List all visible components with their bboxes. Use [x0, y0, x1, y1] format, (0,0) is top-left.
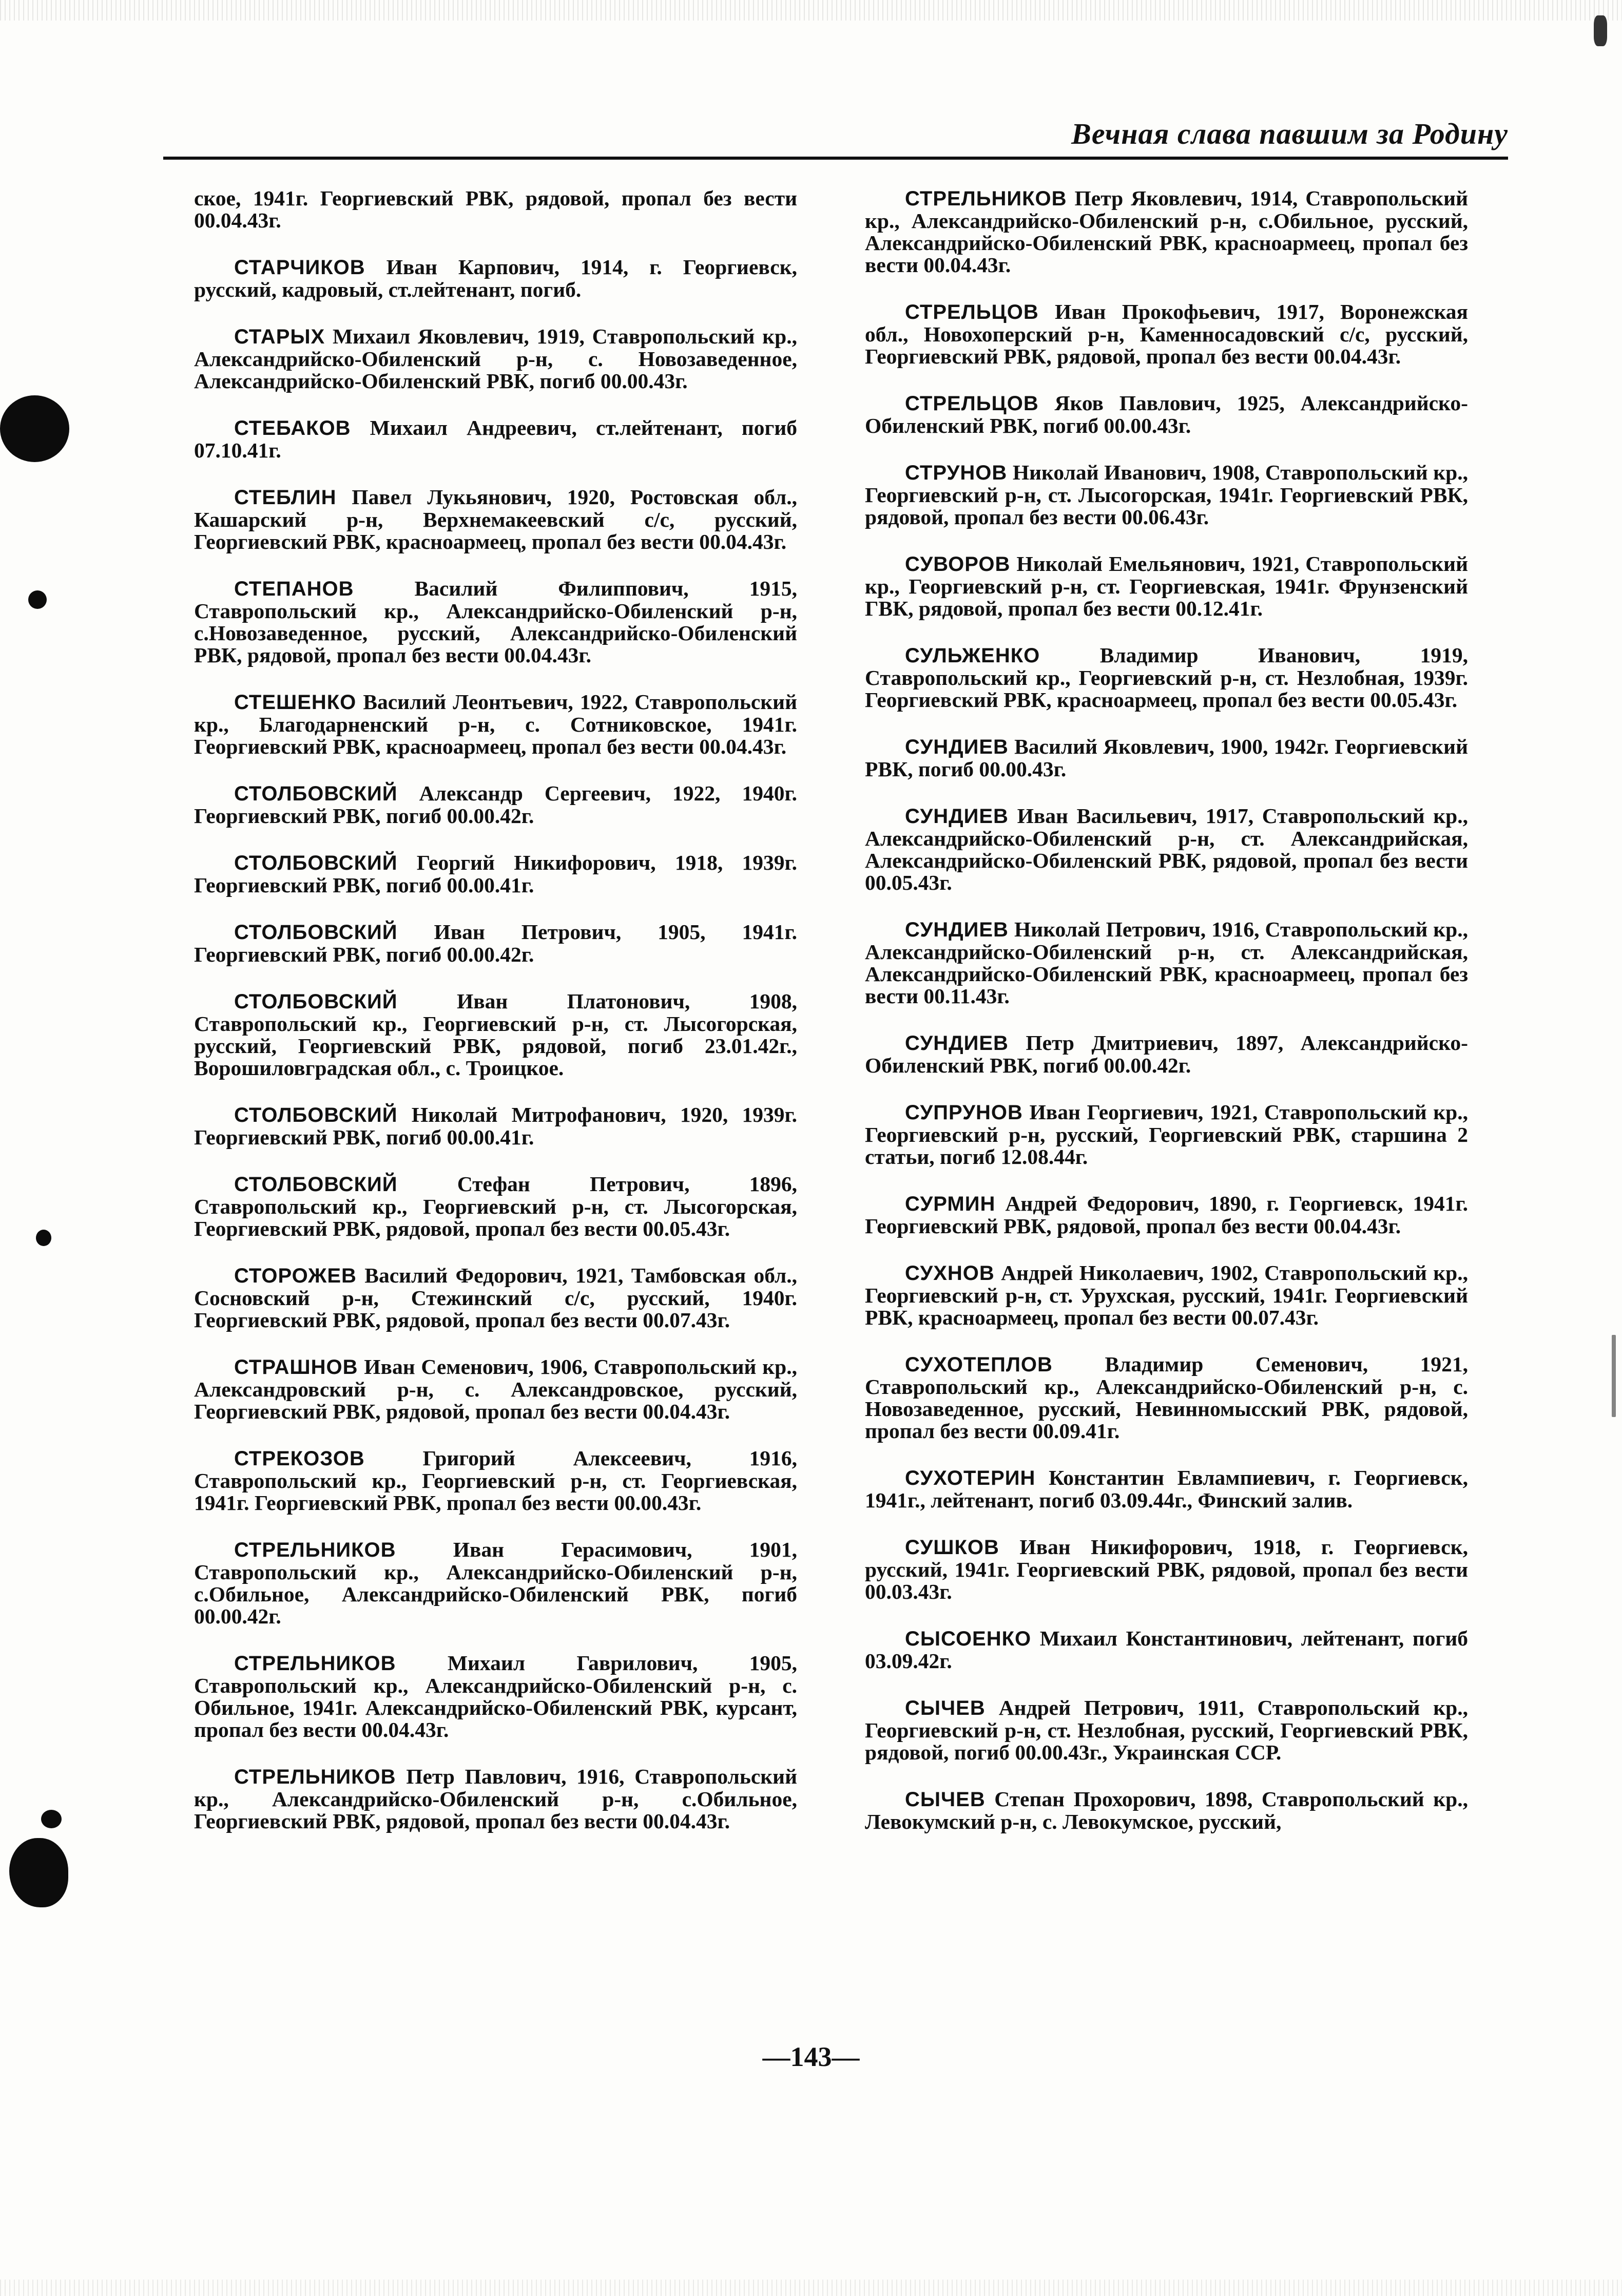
running-head	[163, 116, 1508, 160]
ink-blot	[9, 1838, 68, 1907]
memorial-entry	[194, 417, 797, 462]
entry-details: Николай Иванович, 1908, Ставропольский кр., Георгиевский р-н, ст. Лысогорская, 1941г. Георгиевский РВК, рядовой, пропал без вести 00.06.43г.	[865, 461, 1468, 529]
left-column	[194, 187, 797, 1857]
entry-surname: СТОЛБОВСКИЙ	[234, 1104, 398, 1126]
entry-surname: СТРУНОВ	[905, 462, 1008, 484]
entry-surname: СТЕБЛИН	[234, 486, 337, 509]
memorial-entry	[194, 256, 797, 301]
entry-surname: СТРЕКОЗОВ	[234, 1447, 365, 1470]
memorial-entry	[865, 1101, 1468, 1168]
entry-surname: СТРЕЛЬНИКОВ	[234, 1539, 396, 1561]
entry-details: Иван Никифорович, 1918, г. Георгиевск, русский, 1941г. Георгиевский РВК, рядовой, пропал без вести 00.03.43г.	[865, 1535, 1469, 1603]
entry-surname: СТРАШНОВ	[234, 1356, 358, 1379]
page-number: —143—	[762, 2041, 860, 2072]
memorial-entry	[865, 301, 1468, 368]
entry-details: Павел Лукьянович, 1920, Ростовская обл., Кашарский р-н, Верхнемакеевский с/с, русский, Георгиевский РВК, красноармеец, пропал без вести 00.04.43г.	[194, 485, 798, 553]
memorial-entry	[194, 1766, 797, 1832]
entry-surname: СУРМИН	[905, 1193, 996, 1215]
speck	[1612, 1335, 1616, 1417]
entry-surname: СТРЕЛЬНИКОВ	[234, 1652, 396, 1675]
entry-surname: СЫСОЕНКО	[905, 1628, 1032, 1650]
memorial-entry	[865, 1262, 1468, 1329]
entry-details: Петр Дмитриевич, 1897, Александрийско-Обиленский РВК, погиб 00.00.42г.	[865, 1031, 1468, 1077]
memorial-entry	[194, 1652, 797, 1741]
memorial-entry	[865, 1788, 1468, 1833]
memorial-entry	[865, 1032, 1468, 1077]
entry-surname: СТАРЫХ	[234, 326, 325, 348]
ink-blot	[41, 1810, 62, 1828]
entry-surname: СТОРОЖЕВ	[234, 1265, 357, 1287]
memorial-entry	[194, 852, 797, 896]
entry-details: Григорий Алексеевич, 1916, Ставропольский кр., Георгиевский р-н, ст. Георгиевская, 1941г. Георгиевский РВК, пропал без вести 00.00.43г.	[194, 1446, 797, 1515]
entry-surname: СУХНОВ	[905, 1262, 995, 1285]
entry-surname: СТОЛБОВСКИЙ	[234, 782, 398, 805]
right-column	[865, 187, 1468, 1858]
entry-details: Иван Прокофьевич, 1917, Воронежская обл., Новохоперский р-н, Каменносадовский с/с, русский, Георгиевский РВК, рядовой, пропал без вести 00.04.43г.	[865, 300, 1468, 368]
entry-surname: СУВОРОВ	[905, 553, 1011, 576]
memorial-entry	[194, 326, 797, 392]
memorial-entry	[194, 187, 797, 232]
entry-details: Николай Митрофанович, 1920, 1939г. Георгиевский РВК, погиб 00.00.41г.	[194, 1103, 797, 1149]
entry-details: Иван Георгиевич, 1921, Ставропольский кр., Георгиевский р-н, русский, Георгиевский РВК, старшина 2 статьи, погиб 12.08.44г.	[865, 1100, 1468, 1169]
entry-surname: СТРЕЛЬЦОВ	[905, 301, 1039, 323]
entry-surname: СУХОТЕПЛОВ	[905, 1353, 1053, 1376]
entry-details: Константин Евлампиевич, г. Георгиевск, 1941г., лейтенант, погиб 03.09.44г., Финский залив.	[865, 1466, 1469, 1512]
memorial-entry	[865, 1697, 1468, 1764]
running-head-title: Вечная слава павшим за Родину	[1071, 117, 1508, 150]
entry-surname: СУНДИЕВ	[905, 805, 1009, 828]
entry-surname: СТОЛБОВСКИЙ	[234, 852, 398, 874]
top-edge-noise	[0, 0, 1622, 21]
entry-surname: СЫЧЕВ	[905, 1697, 986, 1719]
entry-details: Степан Прохорович, 1898, Ставропольский кр., Левокумский р-н, с. Левокумское, русский,	[865, 1787, 1468, 1833]
memorial-entry	[865, 1467, 1468, 1511]
entry-details: Михаил Константинович, лейтенант, погиб 03.09.42г.	[865, 1627, 1468, 1673]
memorial-entry	[865, 1193, 1468, 1237]
memorial-entry	[865, 919, 1468, 1007]
entry-surname: СТРЕЛЬНИКОВ	[234, 1766, 396, 1788]
entry-surname: СТРЕЛЬЦОВ	[905, 392, 1039, 415]
memorial-entry	[194, 1104, 797, 1149]
entry-details: Стефан Петрович, 1896, Ставропольский кр., Георгиевский р-н, ст. Лысогорская, Георгиевский РВК, рядовой, пропал без вести 00.05.43г.	[194, 1172, 797, 1240]
memorial-entry	[194, 782, 797, 827]
memorial-entry	[865, 1353, 1468, 1442]
entry-details: Андрей Федорович, 1890, г. Георгиевск, 1941г. Георгиевский РВК, рядовой, пропал без вести 00.04.43г.	[865, 1192, 1468, 1238]
entry-surname: СТЕПАНОВ	[234, 578, 354, 600]
entry-surname: СТОЛБОВСКИЙ	[234, 990, 398, 1013]
memorial-entry	[865, 736, 1468, 780]
memorial-entry	[194, 990, 797, 1079]
entry-surname: СУХОТЕРИН	[905, 1467, 1036, 1489]
entry-surname: СТРЕЛЬНИКОВ	[905, 187, 1067, 210]
memorial-entry	[194, 1173, 797, 1240]
entry-surname: СЫЧЕВ	[905, 1788, 986, 1811]
memorial-entry	[194, 921, 797, 966]
memorial-entry	[865, 644, 1468, 711]
memorial-entry	[194, 691, 797, 758]
entry-surname: СУПРУНОВ	[905, 1101, 1023, 1124]
entry-surname: СУЛЬЖЕНКО	[905, 644, 1040, 667]
entry-details: Василий Яковлевич, 1900, 1942г. Георгиевский РВК, погиб 00.00.43г.	[865, 735, 1469, 781]
entry-surname: СТЕБАКОВ	[234, 417, 351, 439]
ink-blot	[0, 395, 69, 462]
entry-details: Иван Герасимович, 1901, Ставропольский кр., Александрийско-Обиленский р-н, с.Обильное, Александрийско-Обиленский РВК, погиб 00.00.42г.	[194, 1538, 798, 1628]
entry-details: Василий Филиппович, 1915, Ставропольский кр., Александрийско-Обиленский р-н, с.Новозаведенное, русский, Александрийско-Обиленский РВК, рядовой, пропал без вести 00.04.43г.	[194, 577, 798, 667]
entry-details: Иван Платонович, 1908, Ставропольский кр., Георгиевский р-н, ст. Лысогорская, русский, Георгиевский РВК, рядовой, погиб 23.01.42г., Ворошиловградская обл., с. Троицкое.	[194, 989, 797, 1080]
entry-details: Иван Васильевич, 1917, Ставропольский кр., Александрийско-Обиленский р-н, ст. Александрийская, Александрийско-Обиленский РВК, рядовой, пропал без вести 00.05.43г.	[865, 804, 1468, 894]
entry-details: Петр Павлович, 1916, Ставропольский кр., Александрийско-Обиленский р-н, с.Обильное, Георгиевский РВК, рядовой, пропал без вести 00.04.43г.	[194, 1765, 797, 1833]
memorial-entry	[194, 578, 797, 666]
entry-details: ское, 1941г. Георгиевский РВК, рядовой, пропал без вести 00.04.43г.	[194, 186, 797, 232]
memorial-entry	[865, 1628, 1468, 1672]
entry-surname: СУНДИЕВ	[905, 919, 1009, 941]
memorial-entry	[194, 1539, 797, 1628]
entry-details: Яков Павлович, 1925, Александрийско-Обиленский РВК, погиб 00.00.43г.	[865, 391, 1468, 437]
memorial-entry	[194, 1447, 797, 1514]
entry-details: Александр Сергеевич, 1922, 1940г. Георгиевский РВК, погиб 00.00.42г.	[194, 781, 798, 828]
entry-details: Иван Петрович, 1905, 1941г. Георгиевский РВК, погиб 00.00.42г.	[194, 920, 797, 966]
memorial-entry	[194, 486, 797, 553]
entry-surname: СУШКОВ	[905, 1536, 999, 1559]
entry-details: Михаил Гаврилович, 1905, Ставропольский кр., Александрийско-Обиленский р-н, с. Обильное, 1941г. Александрийско-Обиленский РВК, курсант, пропал без вести 00.04.43г.	[194, 1651, 797, 1742]
entry-surname: СТОЛБОВСКИЙ	[234, 1173, 398, 1196]
memorial-entry	[194, 1265, 797, 1331]
memorial-entry	[865, 1536, 1468, 1603]
memorial-entry	[865, 392, 1468, 437]
entry-details: Андрей Николаевич, 1902, Ставропольский кр., Георгиевский р-н, ст. Урухская, русский, 1941г. Георгиевский РВК, красноармеец, пропал без вести 00.07.43г.	[865, 1261, 1468, 1329]
entry-surname: СУНДИЕВ	[905, 736, 1009, 758]
entry-details: Петр Яковлевич, 1914, Ставропольский кр., Александрийско-Обиленский р-н, с.Обильное, русский, Александрийско-Обиленский РВК, красноармеец, пропал без вести 00.04.43г.	[865, 186, 1468, 277]
memorial-entry	[865, 462, 1468, 528]
memorial-entry	[865, 187, 1468, 276]
ink-blot	[36, 1230, 51, 1246]
entry-details: Николай Петрович, 1916, Ставропольский кр., Александрийско-Обиленский р-н, ст. Александрийская, Александрийско-Обиленский РВК, красноармеец, пропал без вести 00.11.43г.	[865, 917, 1468, 1008]
entry-surname: СТАРЧИКОВ	[234, 256, 365, 279]
memorial-entry	[194, 1356, 797, 1423]
entry-surname: СУНДИЕВ	[905, 1032, 1009, 1055]
entry-details: Михаил Яковлевич, 1919, Ставропольский кр., Александрийско-Обиленский р-н, с. Новозаведенное, Александрийско-Обиленский РВК, погиб 00.00.43г.	[194, 324, 797, 393]
entry-details: Владимир Иванович, 1919, Ставропольский кр., Георгиевский р-н, ст. Незлобная, 1939г. Георгиевский РВК, красноармеец, пропал без вести 00.05.43г.	[865, 643, 1468, 712]
memorial-entry	[865, 553, 1468, 620]
ink-blot	[28, 590, 47, 609]
entry-surname: СТЕШЕНКО	[234, 691, 357, 714]
entry-details: Иван Семенович, 1906, Ставропольский кр., Александровский р-н, с. Александровское, русский, Георгиевский РВК, рядовой, пропал без вести 00.04.43г.	[194, 1355, 798, 1423]
bottom-edge-noise	[0, 2280, 1622, 2296]
entry-surname: СТОЛБОВСКИЙ	[234, 921, 398, 944]
entry-details: Василий Леонтьевич, 1922, Ставропольский кр., Благодарненский р-н, с. Сотниковское, 1941г. Георгиевский РВК, красноармеец, пропал без вести 00.04.43г.	[194, 690, 798, 758]
entry-details: Георгий Никифорович, 1918, 1939г. Георгиевский РВК, погиб 00.00.41г.	[194, 851, 797, 897]
entry-details: Николай Емельянович, 1921, Ставропольский кр., Георгиевский р-н, ст. Георгиевская, 1941г. Фрунзенский ГВК, рядовой, пропал без вести 00.12.41г.	[865, 552, 1468, 620]
speck	[1594, 15, 1607, 46]
entry-details: Иван Карпович, 1914, г. Георгиевск, русский, кадровый, ст.лейтенант, погиб.	[194, 255, 797, 301]
entry-details: Василий Федорович, 1921, Тамбовская обл., Сосновский р-н, Стежинский с/с, русский, 1940г. Георгиевский РВК, рядовой, пропал без вести 00.07.43г.	[194, 1264, 797, 1332]
entry-details: Андрей Петрович, 1911, Ставропольский кр., Георгиевский р-н, ст. Незлобная, русский, Георгиевский РВК, рядовой, погиб 00.00.43г., Украинская ССР.	[865, 1696, 1469, 1764]
memorial-entry	[865, 805, 1468, 894]
entry-details: Владимир Семенович, 1921, Ставропольский кр., Александрийско-Обиленский р-н, с. Новозаведенное, русский, Невинномысский РВК, рядовой, пропал без вести 00.09.41г.	[865, 1352, 1468, 1443]
entry-details: Михаил Андреевич, ст.лейтенант, погиб 07.10.41г.	[194, 416, 798, 462]
